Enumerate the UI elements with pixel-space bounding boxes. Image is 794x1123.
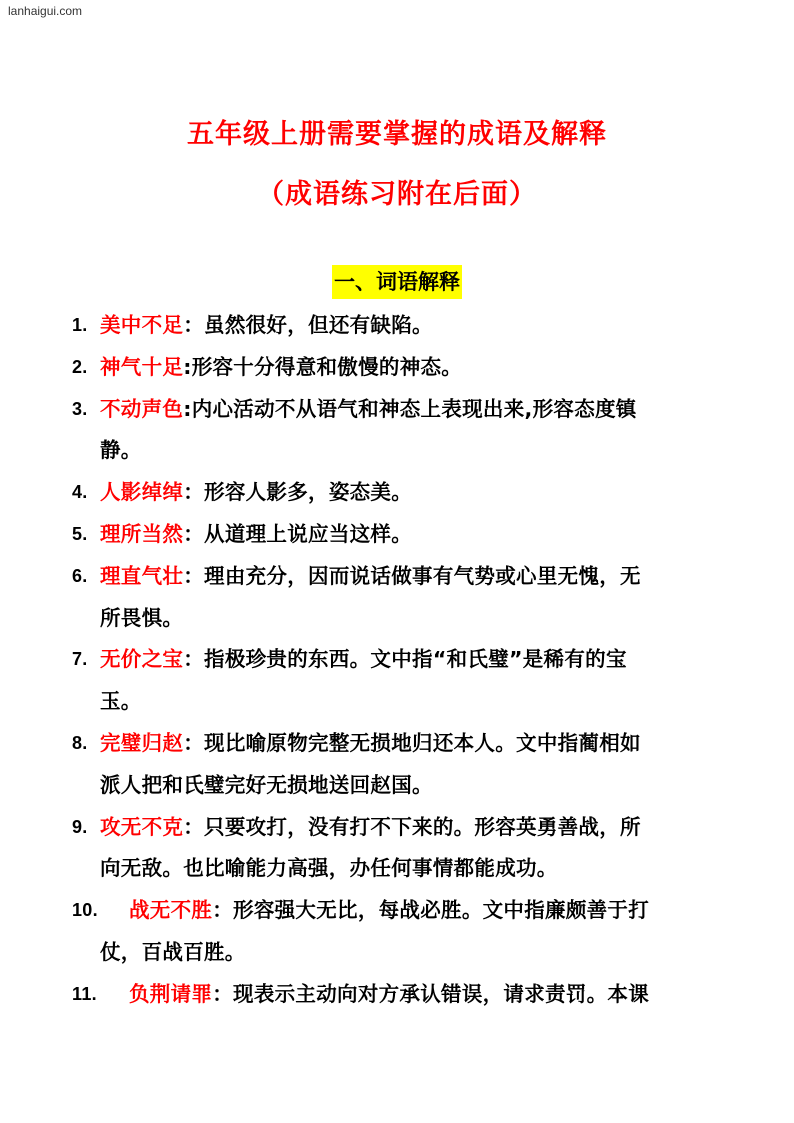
entry-number: 6. bbox=[72, 565, 88, 586]
idiom-term: 理所当然 bbox=[100, 521, 184, 546]
idiom-definition: 理由充分，因而说话做事有气势或心里无愧，无 bbox=[204, 563, 641, 588]
idiom-entry bbox=[0, 974, 753, 1016]
idiom-entry bbox=[0, 556, 724, 640]
idiom-separator: ： bbox=[183, 730, 205, 755]
idiom-definition: 现表示主动向对方承认错误，请求责罚。本课 bbox=[233, 981, 650, 1006]
entry-number: 7. bbox=[72, 649, 88, 670]
idiom-term: 人影绰绰 bbox=[100, 480, 184, 505]
entry-number: 11. bbox=[72, 983, 97, 1004]
idiom-separator: ： bbox=[183, 814, 205, 839]
idiom-definition: 形容强大无比，每战必胜。文中指廉颇善于打 bbox=[233, 898, 650, 923]
idiom-entry bbox=[0, 807, 724, 891]
idiom-term: 完璧归赵 bbox=[100, 730, 184, 755]
idiom-entry bbox=[0, 723, 724, 807]
idiom-term: 战无不胜 bbox=[129, 898, 213, 923]
entry-number: 9. bbox=[72, 816, 88, 837]
site-watermark: lanhaigui.com bbox=[8, 4, 83, 18]
entry-number: 3. bbox=[72, 398, 88, 419]
idiom-separator: ： bbox=[183, 647, 205, 672]
idiom-term: 美中不足 bbox=[100, 313, 184, 337]
idiom-term: 神气十足 bbox=[100, 354, 184, 379]
idiom-term: 无价之宝 bbox=[100, 647, 184, 672]
idiom-entry bbox=[0, 472, 724, 514]
idiom-entry bbox=[0, 639, 724, 723]
idiom-term: 负荆请罪 bbox=[129, 981, 213, 1006]
section-heading bbox=[0, 265, 794, 299]
section-heading-label: 一、词语解释 bbox=[332, 265, 462, 299]
idiom-definition: 指极珍贵的东西。文中指“和氏璧”是稀有的宝 bbox=[204, 647, 627, 672]
idiom-definition: 现比喻原物完整无损地归还本人。文中指蔺相如 bbox=[204, 730, 641, 755]
idiom-definition: 内心活动不从语气和神态上表现出来,形容态度镇 bbox=[191, 396, 637, 421]
idiom-definition: 从道理上说应当这样。 bbox=[204, 521, 413, 546]
idiom-definition: 形容十分得意和傲慢的神态。 bbox=[191, 354, 463, 379]
idiom-entry bbox=[0, 347, 724, 389]
idiom-separator: ： bbox=[183, 480, 205, 505]
entry-number: 5. bbox=[72, 523, 88, 544]
idiom-separator: ： bbox=[212, 898, 234, 923]
idiom-separator: ： bbox=[183, 313, 205, 337]
idiom-separator: : bbox=[183, 396, 192, 421]
idiom-entry bbox=[0, 305, 724, 347]
entry-number: 2. bbox=[72, 356, 88, 377]
idiom-definition: 形容人影多，姿态美。 bbox=[204, 480, 413, 505]
idiom-definition: 只要攻打，没有打不下来的。形容英勇善战，所 bbox=[204, 814, 641, 839]
idiom-definition-continued: 所畏惧。 bbox=[100, 605, 184, 630]
idiom-definition: 虽然很好，但还有缺陷。 bbox=[204, 313, 433, 337]
idiom-separator: ： bbox=[183, 563, 205, 588]
idiom-entry bbox=[0, 890, 753, 974]
page-title: 五年级上册需要掌握的成语及解释 bbox=[187, 119, 607, 150]
entry-number: 4. bbox=[72, 482, 88, 503]
idiom-term: 理直气壮 bbox=[100, 563, 184, 588]
idiom-term: 不动声色 bbox=[100, 396, 184, 421]
entry-number: 1. bbox=[72, 315, 88, 335]
idiom-separator: ： bbox=[183, 521, 205, 546]
idiom-definition-continued: 玉。 bbox=[100, 689, 142, 714]
idiom-entry bbox=[0, 514, 724, 556]
idiom-separator: ： bbox=[212, 981, 234, 1006]
entry-number: 10. bbox=[72, 900, 98, 921]
entry-number: 8. bbox=[72, 732, 88, 753]
idiom-list bbox=[0, 305, 794, 1016]
idiom-definition-continued: 向无敌。也比喻能力高强，办任何事情都能成功。 bbox=[100, 856, 558, 881]
idiom-separator: : bbox=[183, 354, 192, 379]
idiom-term: 攻无不克 bbox=[100, 814, 184, 839]
idiom-definition-continued: 静。 bbox=[100, 438, 142, 463]
idiom-definition-continued: 派人把和氏璧完好无损地送回赵国。 bbox=[100, 772, 433, 797]
idiom-entry bbox=[0, 389, 724, 473]
idiom-definition-continued: 仗，百战百胜。 bbox=[100, 939, 246, 964]
page-subtitle: （成语练习附在后面） bbox=[257, 179, 537, 210]
